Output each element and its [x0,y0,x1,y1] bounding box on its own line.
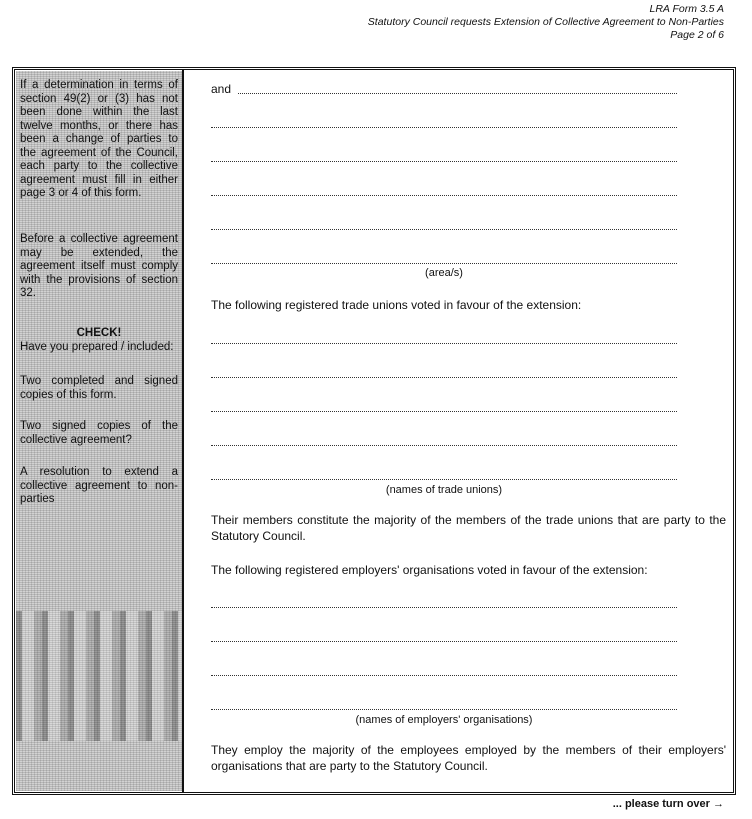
unions-caption: (names of trade unions) [385,484,503,496]
check-item-agreement-copies: Two signed copies of the collective agreement? [20,420,178,446]
union-field-2[interactable] [211,376,677,378]
turn-over-note: ... please turn over → [612,798,724,810]
union-field-5[interactable] [211,478,677,480]
form-title: Statutory Council requests Extension of Collective Agreement to Non-Parties [367,16,724,28]
union-field-4[interactable] [211,444,677,446]
union-field-3[interactable] [211,410,677,412]
employers-caption: (names of employers' organisations) [355,714,533,726]
page-number: Page 2 of 6 [670,29,724,41]
check-prompt: Have you prepared / included: [20,340,174,353]
employers-statement: They employ the majority of the employees employed by the members of their employers' organisations that are party to the Statutory Council. [211,743,726,773]
employers-intro: The following registered employers' organisations voted in favour of the extension: [211,563,648,577]
page-header [368,3,724,42]
column-divider [182,69,184,793]
sidebar-note-section-32: Before a collective agreement may be extended, the agreement itself must comply with the provisions of section 32. [20,233,178,299]
check-section [20,327,178,354]
form-id: LRA Form 3.5 A [649,3,724,15]
check-item-resolution: A resolution to extend a collective agreement to non-parties [20,466,178,505]
check-title: CHECK! [76,327,122,339]
area-field-4[interactable] [211,194,677,196]
employer-field-4[interactable] [211,708,677,710]
sidebar-decoration [16,611,182,741]
employer-field-2[interactable] [211,640,677,642]
area-field-2[interactable] [211,126,677,128]
area-field-1[interactable] [238,92,677,94]
employer-field-3[interactable] [211,674,677,676]
unions-intro: The following registered trade unions voted in favour of the extension: [211,298,582,312]
employer-field-1[interactable] [211,606,677,608]
unions-statement: Their members constitute the majority of the members of the trade unions that are party to the Statutory Council. [211,513,726,543]
and-label: and [211,82,232,96]
area-field-3[interactable] [211,160,677,162]
sidebar-note-determination: If a determination in terms of section 49(2) or (3) has not been done within the last twelve months, or there has been a change of parties to the agreement of the Council, each party to the collective agreement must fill in either page 3 or 4 of this form. [20,79,178,199]
check-item-form-copies: Two completed and signed copies of this form. [20,375,178,401]
area-field-6[interactable] [211,262,677,264]
area-field-5[interactable] [211,228,677,230]
union-field-1[interactable] [211,342,677,344]
area-caption: (area/s) [425,267,463,279]
